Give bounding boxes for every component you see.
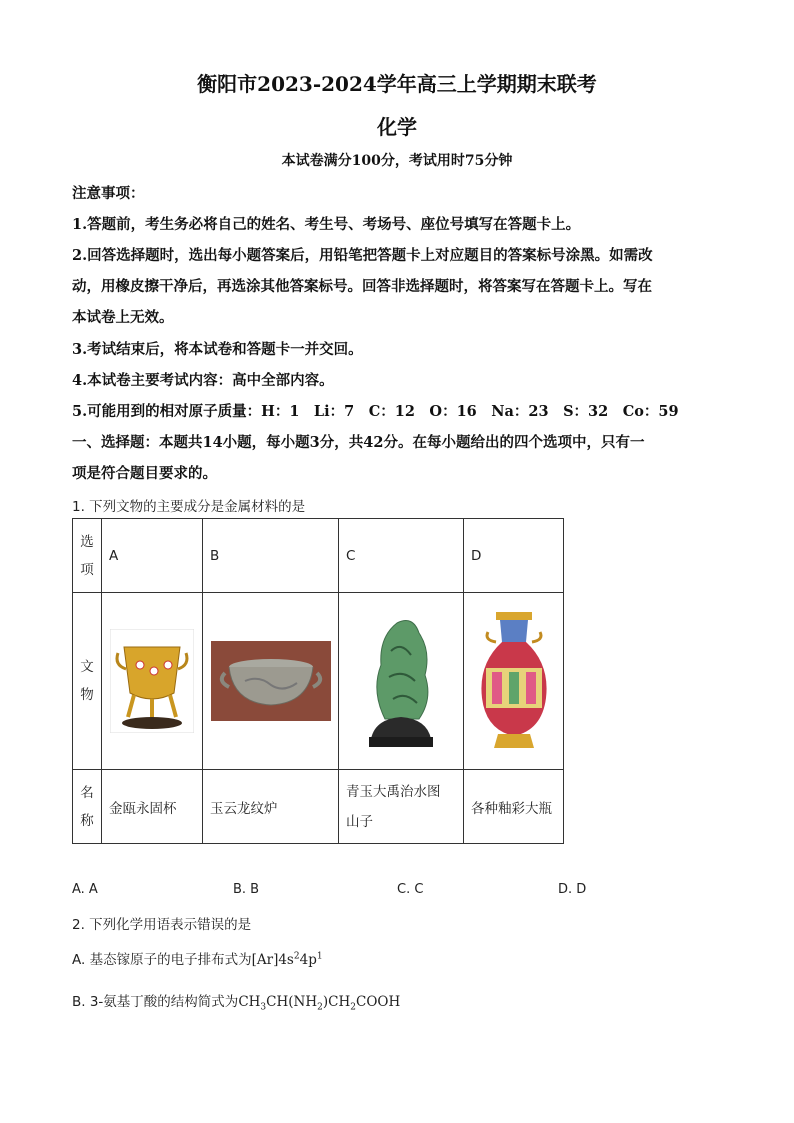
table-row xyxy=(73,770,564,844)
note-2-line-2: 动，用橡皮擦干净后，再选涂其他答案标号。回答非选择题时，将答案写在答题卡上。写在 xyxy=(72,278,652,295)
q2-option-a-text: A. 基态镓原子的电子排布式为 xyxy=(72,952,252,968)
subject-title: 化学 xyxy=(377,115,417,139)
column-b-label: B xyxy=(203,519,339,593)
relic-d-image xyxy=(464,593,563,769)
question-1-stem: 1. 下列文物的主要成分是金属材料的是 xyxy=(72,499,306,515)
note-2-line-3: 本试卷上无效。 xyxy=(72,309,174,326)
relic-b-image xyxy=(203,593,338,769)
q2-option-b-formula: $CH_3CH(NH_2)CH_2COOH$ xyxy=(238,994,401,1013)
row-header-relic: 文 物 xyxy=(73,593,102,770)
exam-title: 衡阳市2023-2024学年高三上学期期末联考 xyxy=(197,72,597,96)
column-d-label: D xyxy=(464,519,564,593)
relic-c-image xyxy=(339,593,463,769)
note-3: 3.考试结束后，将本试卷和答题卡一并交回。 xyxy=(72,341,363,358)
table-row xyxy=(73,519,564,593)
column-c-label: C xyxy=(339,519,464,593)
row-header-name: 名 称 xyxy=(73,770,102,844)
row-header-option: 选 项 xyxy=(73,519,102,593)
question-2-stem: 2. 下列化学用语表示错误的是 xyxy=(72,917,252,933)
relic-d-name: 各种釉彩大瓶 xyxy=(464,770,564,844)
q2-option-b[interactable] xyxy=(72,990,400,1013)
relic-a-name: 金瓯永固杯 xyxy=(102,770,203,844)
section-heading-line-2: 项是符合题目要求的。 xyxy=(72,465,217,482)
q1-choice-a[interactable]: A. A xyxy=(72,882,98,897)
q2-option-b-text: B. 3-氨基丁酸的结构简式为 xyxy=(72,994,239,1010)
note-5: 5.可能用到的相对原子质量：H：1 Li：7 C：12 O：16 Na：23 S：32 Co：59 xyxy=(72,403,679,420)
q2-option-a[interactable] xyxy=(72,948,323,968)
q2-option-a-formula: $[Ar]4s^24p^1$ xyxy=(251,951,323,968)
column-a-label: A xyxy=(102,519,203,593)
q1-choice-d[interactable]: D. D xyxy=(558,882,587,897)
note-1: 1.答题前，考生务必将自己的姓名、考生号、考场号、座位号填写在答题卡上。 xyxy=(72,216,581,233)
relic-c-name: 青玉大禹治水图 山子 xyxy=(339,770,464,844)
q1-choice-b[interactable]: B. B xyxy=(233,882,260,897)
exam-info: 本试卷满分100分，考试用时75分钟 xyxy=(281,153,513,169)
relics-table xyxy=(72,518,564,844)
table-row xyxy=(73,593,564,770)
relic-a-image xyxy=(102,593,202,769)
relic-b-name: 玉云龙纹炉 xyxy=(203,770,339,844)
notes-heading: 注意事项： xyxy=(72,185,145,202)
q1-choice-c[interactable]: C. C xyxy=(397,882,424,897)
note-2-line-1: 2.回答选择题时，选出每小题答案后，用铅笔把答题卡上对应题目的答案标号涂黑。如需改 xyxy=(72,247,653,264)
note-4: 4.本试卷主要考试内容：高中全部内容。 xyxy=(72,372,334,389)
section-heading-line-1: 一、选择题：本题共14小题，每小题3分，共42分。在每小题给出的四个选项中，只有一 xyxy=(72,434,645,451)
